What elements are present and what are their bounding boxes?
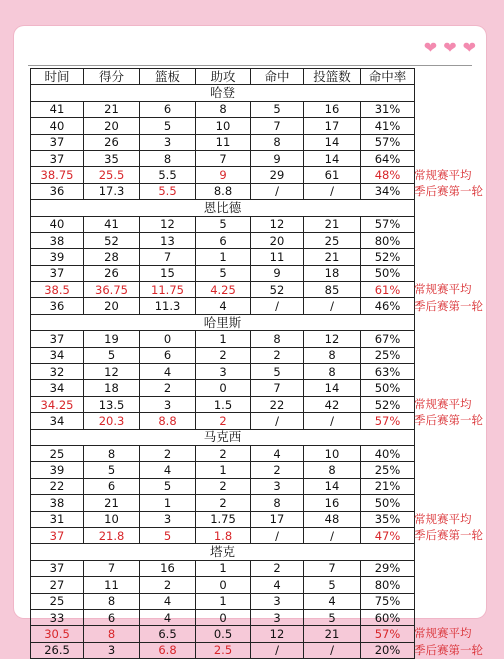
table-cell: 12 xyxy=(140,216,196,232)
table-cell: 16 xyxy=(304,495,361,511)
table-cell: 14 xyxy=(304,478,361,494)
table-row xyxy=(31,150,415,166)
table-cell: 4 xyxy=(140,609,196,625)
table-cell: / xyxy=(251,183,304,199)
table-cell: 7 xyxy=(196,150,251,166)
table-cell: 0 xyxy=(196,577,251,593)
player-name-row xyxy=(31,429,415,445)
table-cell: 38 xyxy=(31,495,84,511)
table-cell: 2 xyxy=(140,445,196,461)
table-cell: 7 xyxy=(140,249,196,265)
table-cell: 37 xyxy=(31,150,84,166)
table-cell: 25 xyxy=(31,593,84,609)
table-cell: 7 xyxy=(304,560,361,576)
table-row xyxy=(31,134,415,150)
table-cell: 41 xyxy=(31,101,84,117)
table-cell: 39 xyxy=(31,249,84,265)
table-row xyxy=(31,462,415,478)
table-cell: 50% xyxy=(361,265,415,281)
table-cell: 85 xyxy=(304,282,361,298)
table-cell: 1 xyxy=(196,462,251,478)
table-cell: / xyxy=(251,298,304,314)
player-name: 塔克 xyxy=(31,544,415,560)
table-cell: 67% xyxy=(361,331,415,347)
table-cell: 32 xyxy=(31,364,84,380)
table-cell: 52 xyxy=(251,282,304,298)
table-cell: 8 xyxy=(251,331,304,347)
table-cell: 20 xyxy=(84,118,140,134)
table-cell: 4 xyxy=(196,298,251,314)
table-cell: 7 xyxy=(251,118,304,134)
table-cell: 7 xyxy=(251,380,304,396)
table-row xyxy=(31,380,415,396)
table-cell: 0 xyxy=(196,380,251,396)
table-cell: 25% xyxy=(361,462,415,478)
table-row xyxy=(31,364,415,380)
table-cell: 4 xyxy=(140,462,196,478)
table-cell: 10 xyxy=(84,511,140,527)
table-cell: 11.3 xyxy=(140,298,196,314)
table-cell: / xyxy=(251,642,304,658)
table-cell: 5 xyxy=(140,118,196,134)
table-row xyxy=(31,445,415,461)
table-cell: 41% xyxy=(361,118,415,134)
table-cell: / xyxy=(304,298,361,314)
top-divider xyxy=(28,65,472,66)
player-name-row xyxy=(31,85,415,101)
table-row xyxy=(31,265,415,281)
table-cell: 2 xyxy=(251,560,304,576)
table-row xyxy=(31,577,415,593)
table-cell: 8 xyxy=(84,445,140,461)
player-name: 恩比德 xyxy=(31,200,415,216)
player-name: 马克西 xyxy=(31,429,415,445)
table-row xyxy=(31,118,415,134)
table-cell: 34.25 xyxy=(31,396,84,412)
table-cell: 5 xyxy=(196,265,251,281)
table-cell: 20.3 xyxy=(84,413,140,429)
heart-icon: ❤ xyxy=(462,38,476,57)
table-row xyxy=(31,642,415,658)
table-row xyxy=(31,593,415,609)
table-cell: 26.5 xyxy=(31,642,84,658)
table-row xyxy=(31,232,415,248)
table-cell: 5 xyxy=(304,609,361,625)
player-name-row xyxy=(31,314,415,330)
regular-season-label: 常规赛平均 xyxy=(414,167,472,182)
table-cell: 80% xyxy=(361,232,415,248)
table-cell: 61 xyxy=(304,167,361,183)
table-row xyxy=(31,511,415,527)
table-cell: 15 xyxy=(140,265,196,281)
column-header: 篮板 xyxy=(140,69,196,85)
table-cell: 21 xyxy=(84,495,140,511)
table-cell: 31 xyxy=(31,511,84,527)
table-cell: 40% xyxy=(361,445,415,461)
regular-season-label: 常规赛平均 xyxy=(414,397,472,411)
stats-table xyxy=(30,68,415,659)
table-cell: 5 xyxy=(196,216,251,232)
table-cell: 9 xyxy=(251,265,304,281)
column-header: 时间 xyxy=(31,69,84,85)
table-cell: 37 xyxy=(31,265,84,281)
table-cell: / xyxy=(304,527,361,543)
table-cell: 35% xyxy=(361,511,415,527)
table-cell: 42 xyxy=(304,396,361,412)
table-cell: 25 xyxy=(304,232,361,248)
player-name: 哈登 xyxy=(31,85,415,101)
table-cell: 17 xyxy=(251,511,304,527)
table-cell: 0.5 xyxy=(196,626,251,642)
table-cell: 4 xyxy=(251,577,304,593)
table-cell: 34% xyxy=(361,183,415,199)
table-cell: 19 xyxy=(84,331,140,347)
table-cell: 39 xyxy=(31,462,84,478)
table-cell: / xyxy=(304,183,361,199)
table-cell: 80% xyxy=(361,577,415,593)
table-cell: 22 xyxy=(251,396,304,412)
table-row xyxy=(31,331,415,347)
table-cell: 40 xyxy=(31,118,84,134)
playoff-label: 季后赛第一轮 xyxy=(414,413,483,428)
table-cell: 8.8 xyxy=(196,183,251,199)
table-cell: 22 xyxy=(31,478,84,494)
table-cell: 38 xyxy=(31,232,84,248)
table-cell: 8 xyxy=(304,462,361,478)
table-cell: 38.75 xyxy=(31,167,84,183)
table-cell: 2 xyxy=(196,495,251,511)
table-cell: / xyxy=(304,642,361,658)
table-cell: 0 xyxy=(140,331,196,347)
table-cell: 29 xyxy=(251,167,304,183)
table-cell: 9 xyxy=(196,167,251,183)
table-cell: 18 xyxy=(304,265,361,281)
table-cell: 0 xyxy=(196,609,251,625)
table-cell: / xyxy=(251,527,304,543)
table-cell: 26 xyxy=(84,134,140,150)
table-cell: 48 xyxy=(304,511,361,527)
heart-icon: ❤ xyxy=(443,38,457,57)
table-cell: 21 xyxy=(304,249,361,265)
table-row xyxy=(31,495,415,511)
table-row xyxy=(31,183,415,199)
table-cell: 30.5 xyxy=(31,626,84,642)
column-header: 命中率 xyxy=(361,69,415,85)
table-cell: 25.5 xyxy=(84,167,140,183)
table-cell: 64% xyxy=(361,150,415,166)
table-cell: / xyxy=(304,413,361,429)
table-cell: 2 xyxy=(140,577,196,593)
player-name-row xyxy=(31,544,415,560)
table-cell: 4 xyxy=(304,593,361,609)
table-cell: 52 xyxy=(84,232,140,248)
table-cell: 6 xyxy=(84,478,140,494)
table-cell: 4 xyxy=(140,364,196,380)
table-cell: 2 xyxy=(196,478,251,494)
table-cell: 10 xyxy=(304,445,361,461)
table-cell: 12 xyxy=(304,331,361,347)
table-cell: 36 xyxy=(31,183,84,199)
table-cell: 50% xyxy=(361,495,415,511)
playoff-label: 季后赛第一轮 xyxy=(414,183,483,198)
table-cell: / xyxy=(251,413,304,429)
table-cell: 4.25 xyxy=(196,282,251,298)
header-row xyxy=(31,69,415,85)
table-row xyxy=(31,560,415,576)
table-cell: 5 xyxy=(304,577,361,593)
table-cell: 16 xyxy=(140,560,196,576)
table-cell: 61% xyxy=(361,282,415,298)
heart-icon: ❤ xyxy=(423,38,438,57)
table-cell: 12 xyxy=(84,364,140,380)
table-cell: 36 xyxy=(31,298,84,314)
table-cell: 1 xyxy=(196,560,251,576)
table-cell: 27 xyxy=(31,577,84,593)
regular-season-label: 常规赛平均 xyxy=(414,626,472,641)
table-row xyxy=(31,298,415,314)
table-cell: 21 xyxy=(304,216,361,232)
table-row xyxy=(31,249,415,265)
table-cell: 14 xyxy=(304,134,361,150)
table-cell: 14 xyxy=(304,380,361,396)
table-cell: 5 xyxy=(140,527,196,543)
table-cell: 38.5 xyxy=(31,282,84,298)
table-cell: 48% xyxy=(361,167,415,183)
table-cell: 11.75 xyxy=(140,282,196,298)
table-cell: 17.3 xyxy=(84,183,140,199)
table-cell: 6.8 xyxy=(140,642,196,658)
table-cell: 2 xyxy=(196,413,251,429)
table-cell: 21 xyxy=(304,626,361,642)
table-cell: 5 xyxy=(84,347,140,363)
player-name-row xyxy=(31,200,415,216)
table-row xyxy=(31,609,415,625)
table-cell: 5 xyxy=(251,101,304,117)
table-row xyxy=(31,396,415,412)
table-cell: 11 xyxy=(196,134,251,150)
table-cell: 57% xyxy=(361,134,415,150)
table-cell: 57% xyxy=(361,216,415,232)
table-cell: 46% xyxy=(361,298,415,314)
column-header: 命中 xyxy=(251,69,304,85)
table-cell: 2 xyxy=(196,347,251,363)
table-cell: 2 xyxy=(196,445,251,461)
table-cell: 20% xyxy=(361,642,415,658)
table-row xyxy=(31,167,415,183)
table-cell: 16 xyxy=(304,101,361,117)
table-cell: 5 xyxy=(84,462,140,478)
table-cell: 63% xyxy=(361,364,415,380)
table-cell: 8 xyxy=(251,134,304,150)
table-cell: 1.8 xyxy=(196,527,251,543)
playoff-label: 季后赛第一轮 xyxy=(414,642,483,657)
table-cell: 34 xyxy=(31,413,84,429)
table-cell: 52% xyxy=(361,249,415,265)
table-cell: 3 xyxy=(140,511,196,527)
table-cell: 20 xyxy=(251,232,304,248)
table-cell: 1.5 xyxy=(196,396,251,412)
table-cell: 33 xyxy=(31,609,84,625)
table-cell: 21 xyxy=(84,101,140,117)
table-row xyxy=(31,282,415,298)
column-header: 助攻 xyxy=(196,69,251,85)
table-cell: 2 xyxy=(251,462,304,478)
table-cell: 3 xyxy=(251,593,304,609)
table-cell: 52% xyxy=(361,396,415,412)
table-cell: 3 xyxy=(196,364,251,380)
playoff-label: 季后赛第一轮 xyxy=(414,298,483,313)
table-cell: 4 xyxy=(140,593,196,609)
table-cell: 34 xyxy=(31,347,84,363)
table-cell: 4 xyxy=(251,445,304,461)
table-cell: 3 xyxy=(140,134,196,150)
table-cell: 5.5 xyxy=(140,167,196,183)
table-cell: 11 xyxy=(84,577,140,593)
table-cell: 18 xyxy=(84,380,140,396)
table-cell: 1 xyxy=(196,331,251,347)
table-cell: 37 xyxy=(31,527,84,543)
table-cell: 37 xyxy=(31,331,84,347)
table-row xyxy=(31,626,415,642)
table-cell: 9 xyxy=(251,150,304,166)
table-row xyxy=(31,347,415,363)
table-cell: 2 xyxy=(251,347,304,363)
table-cell: 20 xyxy=(84,298,140,314)
table-cell: 28 xyxy=(84,249,140,265)
table-cell: 6.5 xyxy=(140,626,196,642)
table-cell: 1 xyxy=(196,249,251,265)
table-cell: 14 xyxy=(304,150,361,166)
table-cell: 37 xyxy=(31,134,84,150)
table-cell: 8.8 xyxy=(140,413,196,429)
table-cell: 50% xyxy=(361,380,415,396)
table-cell: 11 xyxy=(251,249,304,265)
table-row xyxy=(31,216,415,232)
table-cell: 5 xyxy=(251,364,304,380)
table-cell: 47% xyxy=(361,527,415,543)
table-cell: 8 xyxy=(84,593,140,609)
regular-season-label: 常规赛平均 xyxy=(414,511,472,526)
table-cell: 6 xyxy=(196,232,251,248)
table-cell: 8 xyxy=(251,495,304,511)
table-cell: 5 xyxy=(140,478,196,494)
table-cell: 40 xyxy=(31,216,84,232)
player-name: 哈里斯 xyxy=(31,314,415,330)
table-cell: 10 xyxy=(196,118,251,134)
table-cell: 57% xyxy=(361,413,415,429)
table-cell: 37 xyxy=(31,560,84,576)
table-cell: 7 xyxy=(84,560,140,576)
playoff-label: 季后赛第一轮 xyxy=(414,528,483,543)
table-cell: 25% xyxy=(361,347,415,363)
table-cell: 13.5 xyxy=(84,396,140,412)
table-cell: 1 xyxy=(196,593,251,609)
table-cell: 34 xyxy=(31,380,84,396)
column-header: 投篮数 xyxy=(304,69,361,85)
table-cell: 8 xyxy=(140,150,196,166)
table-cell: 57% xyxy=(361,626,415,642)
table-cell: 26 xyxy=(84,265,140,281)
table-cell: 1.75 xyxy=(196,511,251,527)
table-cell: 29% xyxy=(361,560,415,576)
hearts-decoration xyxy=(424,40,476,56)
table-cell: 3 xyxy=(84,642,140,658)
table-cell: 3 xyxy=(251,478,304,494)
table-cell: 2.5 xyxy=(196,642,251,658)
table-cell: 8 xyxy=(304,364,361,380)
table-cell: 6 xyxy=(140,101,196,117)
table-cell: 36.75 xyxy=(84,282,140,298)
table-row xyxy=(31,478,415,494)
column-header: 得分 xyxy=(84,69,140,85)
regular-season-label: 常规赛平均 xyxy=(414,282,472,297)
table-cell: 8 xyxy=(304,347,361,363)
table-cell: 25 xyxy=(31,445,84,461)
table-cell: 1 xyxy=(140,495,196,511)
table-cell: 21% xyxy=(361,478,415,494)
table-row xyxy=(31,101,415,117)
table-cell: 5.5 xyxy=(140,183,196,199)
table-cell: 8 xyxy=(84,626,140,642)
table-cell: 21.8 xyxy=(84,527,140,543)
table-cell: 13 xyxy=(140,232,196,248)
table-cell: 3 xyxy=(140,396,196,412)
table-cell: 8 xyxy=(196,101,251,117)
table-cell: 35 xyxy=(84,150,140,166)
table-cell: 31% xyxy=(361,101,415,117)
table-cell: 41 xyxy=(84,216,140,232)
table-row xyxy=(31,527,415,543)
table-cell: 12 xyxy=(251,216,304,232)
table-cell: 17 xyxy=(304,118,361,134)
table-cell: 60% xyxy=(361,609,415,625)
stats-card xyxy=(14,26,486,658)
table-cell: 6 xyxy=(84,609,140,625)
table-cell: 2 xyxy=(140,380,196,396)
table-row xyxy=(31,413,415,429)
table-cell: 75% xyxy=(361,593,415,609)
table-cell: 12 xyxy=(251,626,304,642)
table-cell: 3 xyxy=(251,609,304,625)
table-cell: 6 xyxy=(140,347,196,363)
